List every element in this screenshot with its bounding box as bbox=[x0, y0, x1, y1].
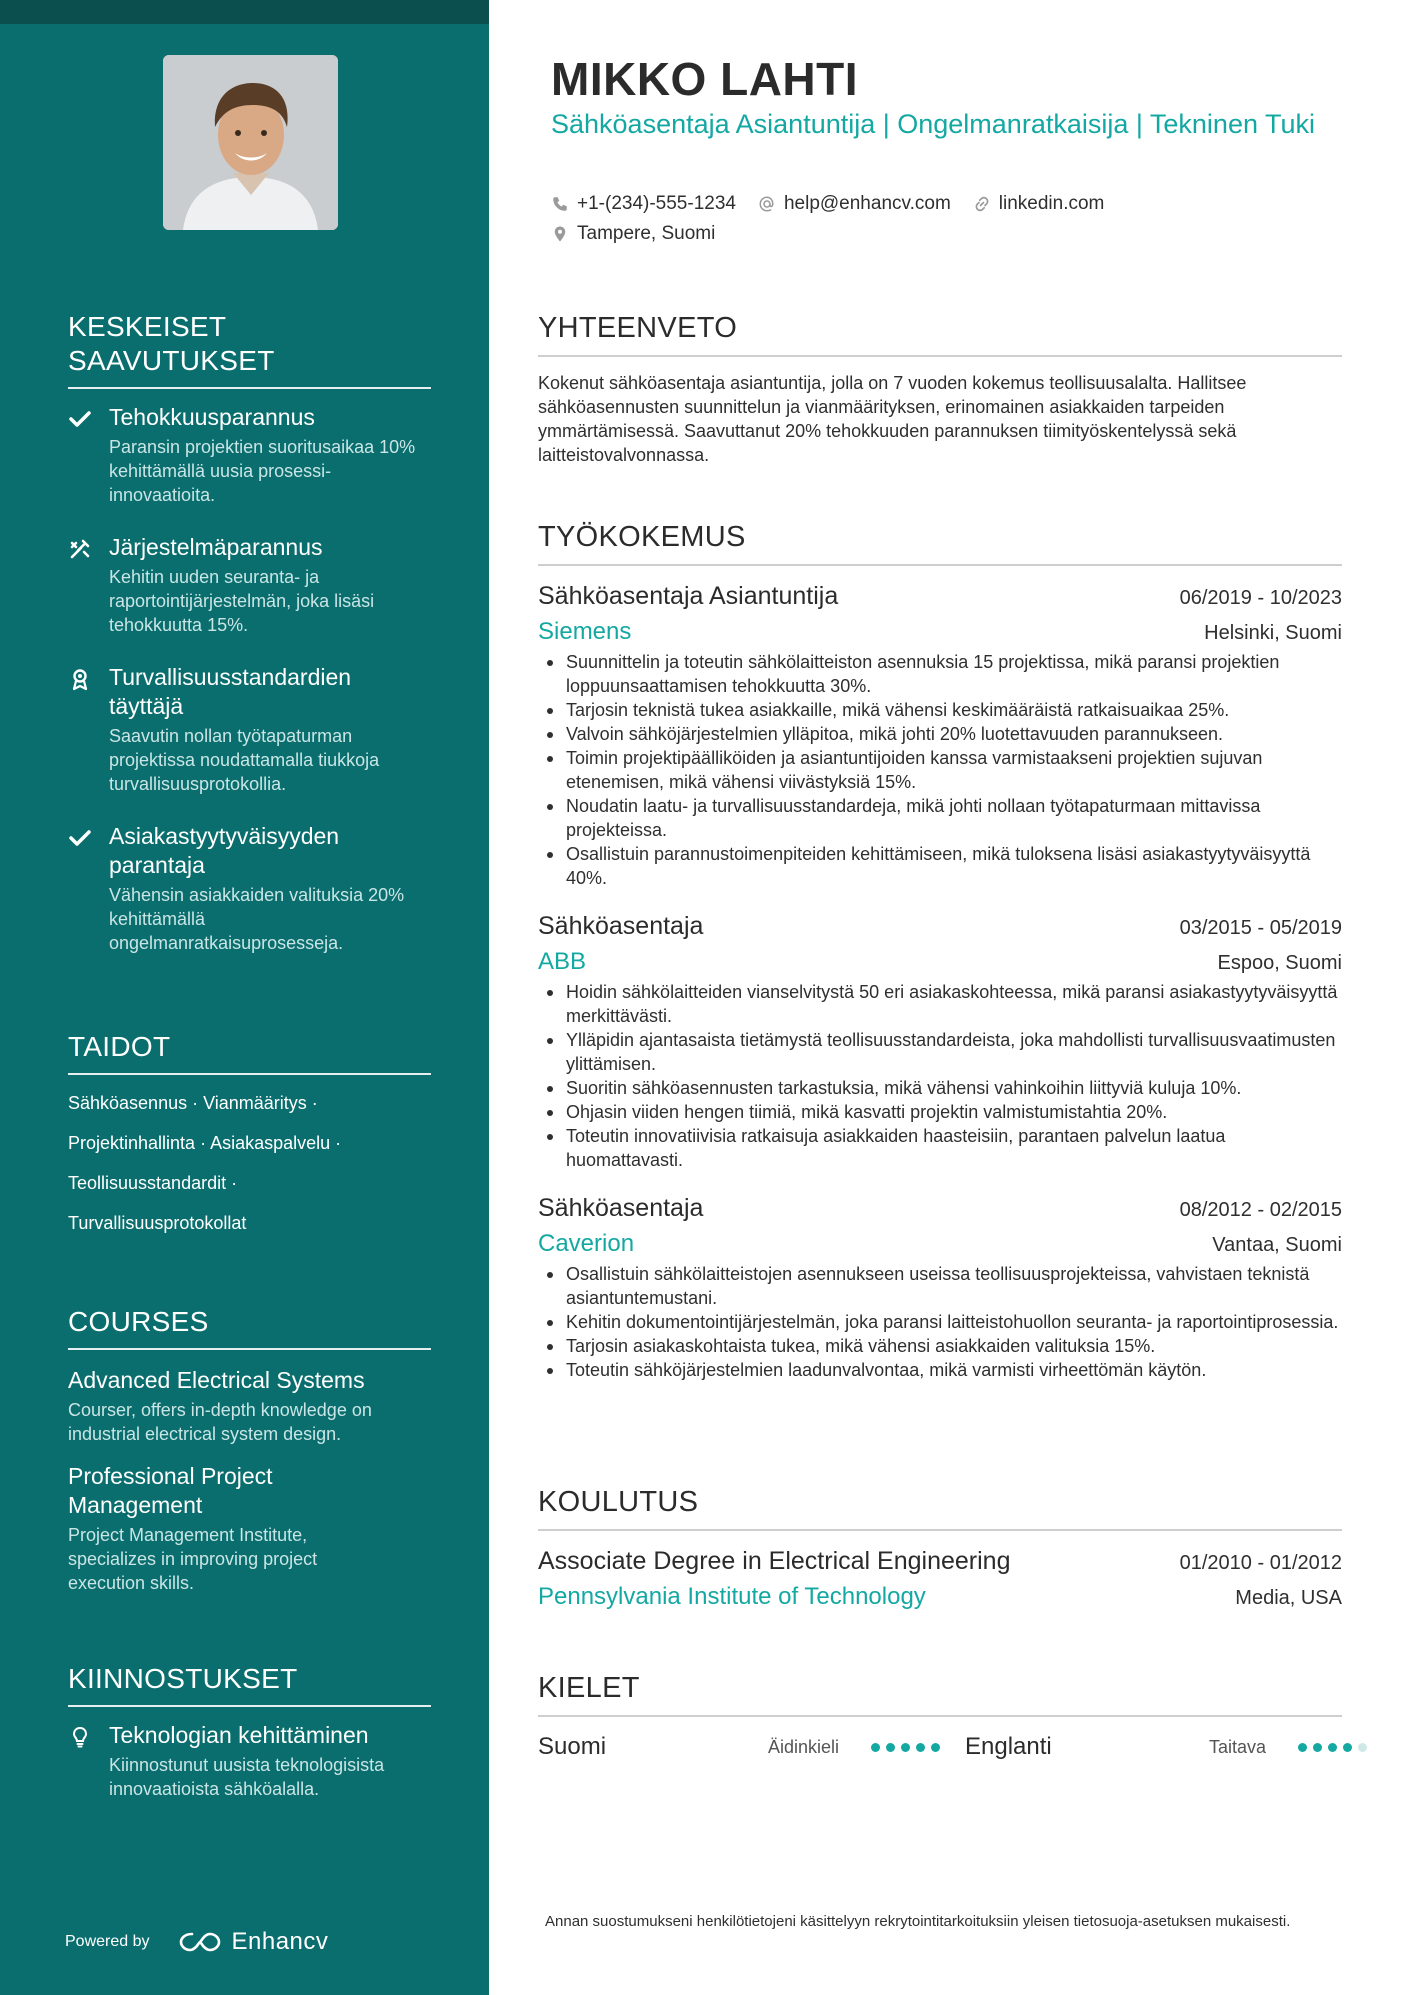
language-rating bbox=[1298, 1743, 1367, 1752]
contact-phone[interactable] bbox=[551, 193, 736, 215]
powered-by-label: Powered by bbox=[65, 1933, 150, 1950]
company-name: Caverion bbox=[538, 1230, 635, 1257]
education-dates: 01/2010 - 01/2012 bbox=[1179, 1552, 1342, 1574]
course-description: Courser, offers in-depth knowledge on industrial electrical system design. bbox=[68, 1400, 372, 1444]
job-title: Sähköasentaja Asiantuntija bbox=[538, 582, 839, 610]
achievement-title: Järjestelmäparannus bbox=[109, 534, 323, 560]
skills-line: Teollisuusstandardit · bbox=[68, 1173, 238, 1193]
job-dates: 03/2015 - 05/2019 bbox=[1179, 917, 1342, 939]
rating-dot-filled bbox=[1328, 1743, 1337, 1752]
job-dates: 08/2012 - 02/2015 bbox=[1179, 1199, 1342, 1221]
achievement-item bbox=[68, 663, 431, 796]
checkmark-icon bbox=[68, 826, 92, 850]
email-text: help@enhancv.com bbox=[783, 193, 951, 214]
achievement-item bbox=[68, 822, 431, 955]
interest-title: Teknologian kehittäminen bbox=[109, 1722, 369, 1748]
interest-item bbox=[68, 1721, 431, 1801]
rating-dot-filled bbox=[901, 1743, 910, 1752]
enhancv-logo-icon bbox=[178, 1930, 222, 1954]
skills-line: Projektinhallinta · Asiakaspalvelu · bbox=[68, 1133, 342, 1153]
achievement-title: Turvallisuusstandardien täyttäjä bbox=[109, 664, 352, 719]
education-location: Media, USA bbox=[1235, 1587, 1342, 1609]
school-name: Pennsylvania Institute of Technology bbox=[538, 1583, 926, 1610]
course-title: Professional Project Management bbox=[68, 1463, 273, 1518]
achievement-description: Kehitin uuden seuranta- ja raportointijärjestelmän, joka lisäsi tehokkuutta 15%. bbox=[109, 567, 375, 635]
summary-section bbox=[538, 311, 1342, 467]
location-text: Tampere, Suomi bbox=[577, 223, 716, 244]
achievements-heading: KESKEISET SAAVUTUKSET bbox=[68, 310, 431, 389]
at-icon bbox=[758, 195, 776, 213]
company-name: ABB bbox=[538, 948, 587, 975]
job-bullet: Ohjasin viiden hengen tiimiä, mikä kasvatti projektin valmistumistahtia 20%. bbox=[538, 1100, 1342, 1124]
job-title: Sähköasentaja bbox=[538, 1194, 704, 1222]
enhancv-logo[interactable] bbox=[178, 1928, 329, 1956]
experience-section bbox=[538, 520, 1342, 1382]
sidebar bbox=[0, 0, 489, 1995]
achievements-section bbox=[68, 310, 431, 955]
job-bullet: Suoritin sähköasennusten tarkastuksia, mikä vähensi vahinkoihin liittyviä kuluja 10%. bbox=[538, 1076, 1342, 1100]
achievement-description: Vähensin asiakkaiden valituksia 20% kehittämällä ongelmanratkaisuprosesseja. bbox=[109, 885, 405, 953]
language-rating bbox=[871, 1743, 940, 1752]
contact-linkedin[interactable] bbox=[973, 193, 1105, 215]
contact-location bbox=[551, 223, 715, 245]
experience-heading: TYÖKOKEMUS bbox=[538, 520, 1342, 566]
achievement-description: Saavutin nollan työtapaturman projektissa noudattamalla tiukkoja turvallisuusprotokollia. bbox=[109, 726, 380, 794]
lightbulb-icon bbox=[68, 1725, 92, 1749]
language-name: Suomi bbox=[538, 1733, 607, 1760]
job-bullet: Suunnittelin ja toteutin sähkölaitteiston asennuksia 15 projektissa, mikä paransi projektien loppuunsaattamisen tehokkuutta 30%. bbox=[538, 650, 1342, 698]
job-bullet: Toteutin sähköjärjestelmien laadunvalvontaa, mikä varmisti virheettömän käytön. bbox=[538, 1358, 1342, 1382]
phone-text: +1-(234)-555-1234 bbox=[577, 193, 736, 214]
rating-dot-filled bbox=[931, 1743, 940, 1752]
job-bullet: Hoidin sähkölaitteiden vianselvitystä 50 eri asiakaskohteessa, mikä paransi asiakastyytyväisyyttä merkittävästi. bbox=[538, 980, 1342, 1028]
rating-dot-filled bbox=[1298, 1743, 1307, 1752]
job-location: Vantaa, Suomi bbox=[1212, 1234, 1342, 1256]
skills-heading: TAIDOT bbox=[68, 1030, 431, 1075]
candidate-name: MIKKO LAHTI bbox=[551, 53, 859, 105]
contact-email[interactable] bbox=[758, 193, 951, 215]
achievement-item bbox=[68, 533, 431, 637]
job-bullet: Noudatin laatu- ja turvallisuusstandardeja, mikä johti nollaan työtapaturmaan mittavissa projekteissa. bbox=[538, 794, 1342, 842]
brand-name: Enhancv bbox=[231, 1928, 329, 1955]
tools-icon bbox=[68, 537, 92, 561]
language-item bbox=[538, 1733, 940, 1761]
rating-dot-filled bbox=[916, 1743, 925, 1752]
job-bullet: Ylläpidin ajantasaista tietämystä teollisuusstandardeista, joka mahdollisti turvallisuusvaatimusten ylittämisen. bbox=[538, 1028, 1342, 1076]
job-location: Helsinki, Suomi bbox=[1204, 622, 1342, 644]
summary-heading: YHTEENVETO bbox=[538, 311, 1342, 357]
languages-heading: KIELET bbox=[538, 1671, 1342, 1717]
rating-dot-filled bbox=[871, 1743, 880, 1752]
link-icon bbox=[973, 195, 991, 213]
profile-photo bbox=[163, 55, 338, 230]
powered-by bbox=[65, 1928, 328, 1956]
job-bullet: Toteutin innovatiivisia ratkaisuja asiakkaiden haasteisiin, parantaen palvelun laatua huomattavasti. bbox=[538, 1124, 1342, 1172]
job-bullet: Valvoin sähköjärjestelmien ylläpitoa, mikä johti 20% luotettavuuden parannukseen. bbox=[538, 722, 1342, 746]
skills-section bbox=[68, 1030, 431, 1235]
rating-dot-filled bbox=[1313, 1743, 1322, 1752]
interests-heading: KIINNOSTUKSET bbox=[68, 1662, 431, 1707]
courses-section bbox=[68, 1305, 431, 1595]
job-bullet: Osallistuin sähkölaitteistojen asennukseen useissa teollisuusprojekteissa, vahvistaen teknistä asiantuntemustani. bbox=[538, 1262, 1342, 1310]
job-bullets bbox=[538, 1262, 1342, 1382]
summary-text: Kokenut sähköasentaja asiantuntija, jolla on 7 vuoden kokemus teollisuusalalta. Hallitsee sähköasennusten suunnittelun ja vianmäärityksen, erinomainen asiakkaiden tarpeiden ymmärtämisessä. Saavuttanut 20% tehokkuuden parannuksen tiimityöskentelyssä sekä laitteistovalvonnassa. bbox=[538, 373, 1247, 465]
rating-dot-filled bbox=[886, 1743, 895, 1752]
contact-row-location bbox=[551, 223, 715, 245]
linkedin-text: linkedin.com bbox=[998, 193, 1105, 214]
award-icon bbox=[68, 667, 92, 691]
course-item bbox=[68, 1462, 431, 1595]
job-dates: 06/2019 - 10/2023 bbox=[1179, 587, 1342, 609]
achievement-description: Paransin projektien suoritusaikaa 10% kehittämällä uusia prosessi-innovaatioita. bbox=[109, 437, 416, 505]
language-level: Äidinkieli bbox=[767, 1736, 839, 1757]
job-bullet: Osallistuin parannustoimenpiteiden kehittämiseen, mikä tuloksena lisäsi asiakastyytyväisyyttä 40%. bbox=[538, 842, 1342, 890]
company-name: Siemens bbox=[538, 618, 632, 645]
achievement-title: Tehokkuusparannus bbox=[109, 404, 315, 430]
job-entry bbox=[538, 910, 1342, 1172]
sidebar-top-bar bbox=[0, 0, 489, 24]
achievement-item bbox=[68, 403, 431, 507]
job-entry bbox=[538, 580, 1342, 890]
degree-title: Associate Degree in Electrical Engineering bbox=[538, 1547, 1011, 1575]
course-item bbox=[68, 1366, 431, 1446]
language-item bbox=[965, 1733, 1367, 1761]
job-bullet: Tarjosin teknistä tukea asiakkaille, mikä vähensi keskimääräistä ratkaisuaikaa 25%. bbox=[538, 698, 1342, 722]
skills-line: Turvallisuusprotokollat bbox=[68, 1213, 247, 1233]
job-title: Sähköasentaja bbox=[538, 912, 704, 940]
interest-description: Kiinnostunut uusista teknologisista innovaatioista sähköalalla. bbox=[109, 1755, 385, 1799]
education-section bbox=[538, 1485, 1342, 1612]
checkmark-icon bbox=[68, 407, 92, 431]
phone-icon bbox=[551, 195, 569, 213]
job-bullets bbox=[538, 650, 1342, 890]
skills-line: Sähköasennus · Vianmääritys · bbox=[68, 1093, 318, 1113]
job-entry bbox=[538, 1192, 1342, 1382]
course-title: Advanced Electrical Systems bbox=[68, 1367, 365, 1393]
education-heading: KOULUTUS bbox=[538, 1485, 1342, 1531]
rating-dot-empty bbox=[1358, 1743, 1367, 1752]
languages-row bbox=[538, 1731, 1342, 1763]
languages-section bbox=[538, 1671, 1342, 1763]
job-bullet: Tarjosin asiakaskohtaista tukea, mikä vähensi asiakkaiden valituksia 15%. bbox=[538, 1334, 1342, 1358]
job-bullet: Toimin projektipäälliköiden ja asiantuntijoiden kanssa varmistaakseni projektien sujuvan etenemisen, mikä vähensi viivästyksiä 15%. bbox=[538, 746, 1342, 794]
interests-section bbox=[68, 1662, 431, 1801]
candidate-tagline: Sähköasentaja Asiantuntija | Ongelmanratkaisija | Tekninen Tuki bbox=[551, 109, 1315, 139]
job-bullet: Kehitin dokumentointijärjestelmän, joka paransi laitteistohuollon seuranta- ja raportointiprosessia. bbox=[538, 1310, 1342, 1334]
course-description: Project Management Institute, specializes in improving project execution skills. bbox=[68, 1525, 318, 1593]
language-name: Englanti bbox=[965, 1733, 1052, 1760]
gdpr-consent: Annan suostumukseni henkilötietojeni käsittelyyn rekrytointitarkoituksiin yleisen tietosuoja-asetuksen mukaisesti. bbox=[545, 1913, 1291, 1930]
location-pin-icon bbox=[551, 225, 569, 243]
courses-heading: COURSES bbox=[68, 1305, 431, 1350]
contact-row bbox=[551, 193, 1104, 215]
job-bullets bbox=[538, 980, 1342, 1172]
achievement-title: Asiakastyytyväisyyden parantaja bbox=[109, 823, 340, 878]
education-entry bbox=[538, 1545, 1342, 1612]
rating-dot-filled bbox=[1343, 1743, 1352, 1752]
job-location: Espoo, Suomi bbox=[1217, 952, 1342, 974]
language-level: Taitava bbox=[1208, 1736, 1266, 1757]
